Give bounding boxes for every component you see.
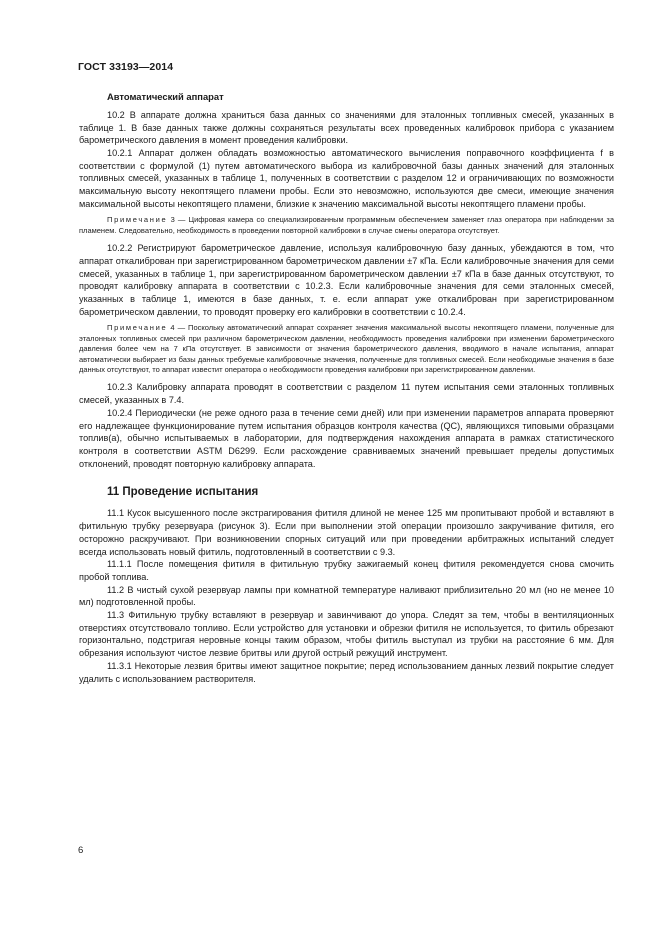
paragraph-10-2-3: 10.2.3 Калибровку аппарата проводят в соответствии с разделом 11 путем испытания семи эталонных топливных смесей, указанных в 7.4.	[79, 382, 614, 406]
note-3-text: 3 — Цифровая камера со специализированным программным обеспечением заменяет глаз оператора при наблюдении за пламенем. Следовательно, необходимость в проведении повторной калибровки в случае смены оператора отсутствует.	[79, 215, 614, 235]
note-4	[79, 323, 614, 375]
paragraph-11-2: 11.2 В чистый сухой резервуар лампы при комнатной температуре наливают приблизительно 20 мл (но не менее 10 мл) подготовленной пробы.	[79, 584, 614, 608]
note-4-label: Примечание	[107, 323, 168, 333]
paragraph-11-3-1: 11.3.1 Некоторые лезвия бритвы имеют защитное покрытие; перед использованием данных лезвий покрытие следует удалить с использованием растворителя.	[79, 660, 614, 684]
paragraph-10-2-1: 10.2.1 Аппарат должен обладать возможностью автоматического вычисления поправочного коэффициента f в соответствии с формулой (1) путем автоматического выбора из калибровочной базы данных значений для эталонных топливных смесей, указанных в таблице 1, полученных в соответствии с разделом 12 и ограничивающих по возможности максимальную высоту некоптящего пламени пробы. Если это невозможно, используются две смеси, имеющие значения максимальной высоты некоптящего пламени, близкие к значению максимальной высоты некоптящего пламени пробы.	[79, 147, 614, 209]
note-3	[79, 215, 614, 236]
paragraph-10-2-2: 10.2.2 Регистрируют барометрическое давление, используя калибровочную базу данных, убеждаются в том, что аппарат откалиброван при зарегистрированном барометрическом давлении ±7 кПа. Если калибровочные значения для семи смесей, указанных в таблице 1, при зарегистрированном барометрическом давлении ±7 кПа в базе данных отсутствуют, то проводят калибровку аппарата в соответствии с 10.2.3. Если калибровочные значения для семи эталонных смесей, указанных в таблице 1, имеются в базе данных, т. е. если аппарат уже откалиброван при зарегистрированном барометрическом давлении, то проводят проверку его калибровки в соответствии с 10.2.4.	[79, 243, 614, 317]
document-header: ГОСТ 33193—2014	[78, 61, 174, 73]
paragraph-11-3: 11.3 Фитильную трубку вставляют в резервуар и завинчивают до упора. Следят за тем, чтобы в вентиляционных отверстиях отсутствовало топливо. Если устройство для установки и обрезки фитиля не используется, то фитиль обрезают горизонтально, подстригая неровные концы таким образом, чтобы фитиль выступал из трубки на расстояние 6 мм. Для обрезания используют чистое лезвие бритвы или другой острый режущий инструмент.	[79, 610, 614, 659]
page-number: 6	[78, 845, 84, 856]
paragraph-11-1-1: 11.1.1 После помещения фитиля в фитильную трубку зажигаемый конец фитиля рекомендуется снова смочить пробой топлива.	[79, 559, 614, 582]
document-body	[79, 91, 614, 685]
note-4-text: 4 — Поскольку автоматический аппарат сохраняет значения максимальной высоты некоптящего пламени, полученные для эталонных топливных смесей при различном барометрическом давлении, необходимость проведения калибровки при изменении барометрического давления более чем на 7 кПа отсутствует. В зависимости от значения барометрического давления, вводимого в начале испытания, аппарат автоматически выбирает из базы данных требуемые калибровочные значения, полученные для топливных смесей. Если необходимые значения в базе данных отсутствуют, то аппарат известит оператора о необходимости проведения калибровки при зарегистрированном давлении.	[79, 323, 614, 375]
subsection-heading: Автоматический аппарат	[107, 91, 224, 102]
paragraph-10-2: 10.2 В аппарате должна храниться база данных со значениями для эталонных топливных смесей, указанных в таблице 1. В базе данных также должны сохраняться результаты всех проведенных калибровок прибора с указанием барометрического давления в момент проведения калибровки.	[79, 109, 614, 146]
note-3-label: Примечание	[107, 215, 168, 225]
paragraph-11-1: 11.1 Кусок высушенного после экстрагирования фитиля длиной не менее 125 мм пропитывают пробой и вставляют в фитильную трубку резервуара (рисунок 3). Если при выполнении этой операции произошло закручивание фитиля, его осторожно раскручивают. При возникновении спорных ситуаций или при проведении арбитражных испытаний следует всегда использовать новый фитиль, подготовленный в соответствии с 9.3.	[79, 508, 614, 557]
paragraph-10-2-4: 10.2.4 Периодически (не реже одного раза в течение семи дней) или при изменении параметров аппарата проверяют его надлежащее функционирование путем испытания образцов контроля качества (QC), являющихся типовыми образцами топлив(а), обычно испытываемых в лаборатории, для подтверждения нахождения аппарата в рамках статистического контроля в соответствии ASTM D6299. Если расхождение сравниваемых значений превышает пределы допустимых отклонений, проводят повторную калибровку аппарата.	[79, 407, 614, 469]
section-11-title: 11 Проведение испытания	[107, 486, 259, 499]
